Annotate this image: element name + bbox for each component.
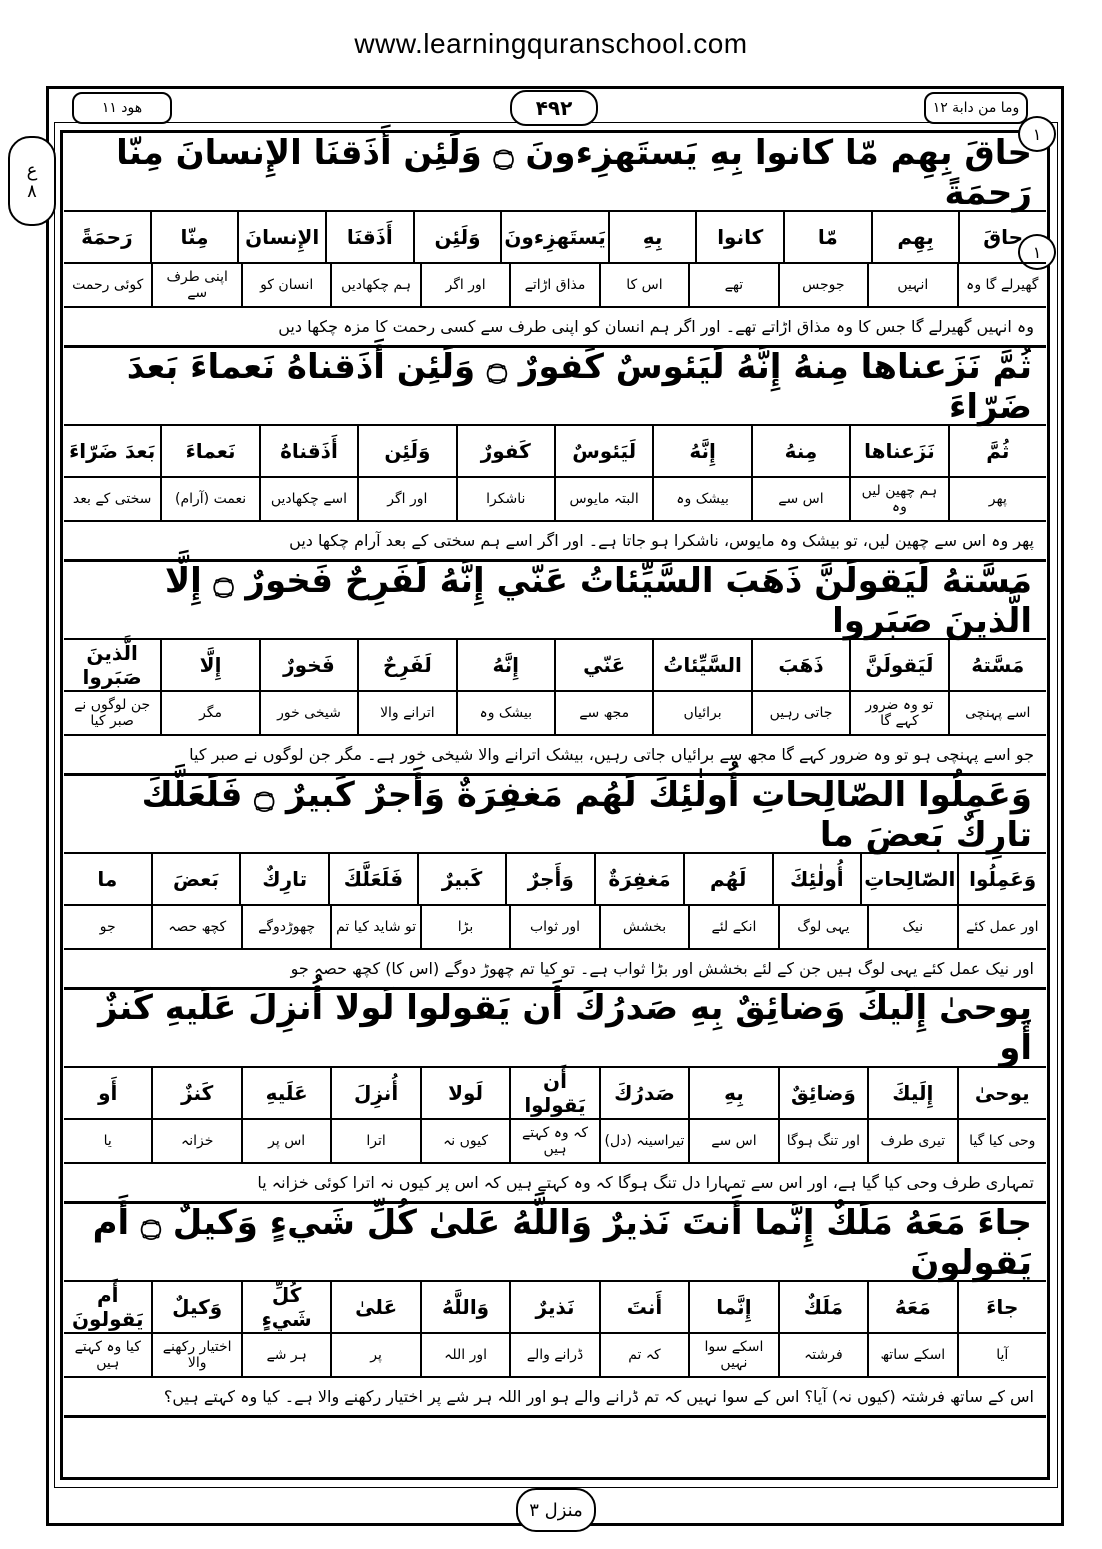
arabic-word: أُنزِلَ [330,1068,419,1118]
arabic-word: لَيَقولَنَّ [849,640,947,690]
arabic-word: أَنتَ [599,1282,688,1332]
word-meaning: ہم چکھادیں [330,264,419,306]
arabic-word: ثُمَّ [948,426,1046,476]
word-row [64,212,1046,264]
meaning-row [64,692,1046,736]
arabic-word: بَعدَ ضَرّاءَ [69,439,156,463]
meaning-row [64,1120,1046,1164]
arabic-word: يَستَهزِءونَ [500,212,607,262]
arabic-word: لَهُم [683,854,772,904]
arabic-word: الصّالِحاتِ [860,854,957,904]
arabic-word: السَّيِّئاتُ [652,640,750,690]
word-meaning: اور عمل کئے [957,906,1046,948]
word-meaning: جاتی رہیں [751,692,849,734]
arabic-word: نَزَعناها [849,426,947,476]
word-meaning: جن لوگوں نے صبر کیا [74,697,151,729]
word-meaning: تھے [688,264,777,306]
word-meaning: تو وہ ضرور کہے گا [849,692,947,734]
word-row [64,854,1046,906]
word-meaning: اسکے ساتھ [867,1334,956,1376]
word-meaning: اور اگر [357,478,455,520]
arabic-word: بِهِم [871,212,959,262]
arabic-word: مّا [783,212,871,262]
word-meaning: تیری طرف [867,1120,956,1162]
arabic-word: رَحمَةً [81,225,133,249]
arabic-word: أَذَقناهُ [259,426,357,476]
translation-line: تمہاری طرف وحی کیا گیا ہے، اور اس سے تمہارا دل تنگ ہوگا کہ وہ کہتے ہیں کہ اس پر کیوں نہ اترا کوئی خزانہ یا [64,1164,1046,1204]
arabic-word: الَّذينَ صَبَروا [82,641,142,689]
arabic-word: مَعَهُ [867,1282,956,1332]
arabic-word: مِنهُ [751,426,849,476]
word-row [64,640,1046,692]
meaning-row [64,906,1046,950]
word-meaning: اس کا [599,264,688,306]
word-meaning: پھر [948,478,1046,520]
word-meaning: نعمت (آرام) [160,478,258,520]
arabic-word: كانوا [695,212,783,262]
meaning-row [64,264,1046,308]
ruku-number: ۸ [27,181,37,202]
arabic-word: بَعضَ [151,854,240,904]
word-meaning: برائیاں [652,692,750,734]
word-meaning: کیوں نہ [420,1120,509,1162]
translation-line: جو اسے پہنچی ہو تو وہ ضرور کہے گا مجھ سے برائیاں جاتی رہیں، بیشک اترانے والا شیخی خور ہے۔ مگر جن لوگوں نے صبر کیا [64,736,1046,776]
word-meaning: تیراسینہ (دل) [599,1120,688,1162]
verse-line: حاقَ بِهِم مّا كانوا بِهِ يَستَهزِءونَ ۝ وَلَئِن أَذَقنَا الإِنسانَ مِنّا رَحمَةً [64,134,1046,212]
arabic-word: أَم يَقولونَ [71,1283,144,1331]
arabic-word: أَو [98,1081,118,1105]
arabic-word: نَعماءَ [160,426,258,476]
arabic-word: نَذيرٌ [509,1282,598,1332]
word-meaning: خزانہ [151,1120,240,1162]
arabic-word: كُلِّ شَيءٍ [241,1282,330,1332]
word-meaning: مگر [160,692,258,734]
arabic-word: كَبيرٌ [417,854,506,904]
word-meaning: ڈرانے والے [509,1334,598,1376]
word-meaning: اترا [330,1120,419,1162]
word-meaning: جو [99,919,116,935]
word-meaning: اسکے سوا نہیں [688,1334,777,1376]
arabic-word: إِنَّهُ [456,640,554,690]
side-mark: ۱ [1018,116,1056,152]
verse-line: وَعَمِلُوا الصّالِحاتِ أُولٰئِكَ لَهُم مَغفِرَةٌ وَأَجرٌ كَبيرٌ ۝ فَلَعَلَّكَ تارِكٌ بَعضَ ما [64,776,1046,854]
word-meaning: کچھ حصہ [151,906,240,948]
word-meaning: بیشک وہ [456,692,554,734]
verse-line: يوحىٰ إِلَيكَ وَضائِقٌ بِهِ صَدرُكَ أَن يَقولوا لَولا أُنزِلَ عَلَيهِ كَنزٌ أَو [64,990,1046,1068]
site-url: www.learningquranschool.com [354,28,748,59]
word-meaning: اپنی طرف سے [151,264,240,306]
arabic-word: إِلَيكَ [867,1068,956,1118]
word-meaning: یا [103,1133,112,1149]
arabic-word: مَسَّتهُ [948,640,1046,690]
word-meaning: وحی کیا گیا [957,1120,1046,1162]
word-meaning: بخشش [599,906,688,948]
word-meaning: اسے پہنچی [948,692,1046,734]
word-meaning: بڑا [420,906,509,948]
word-meaning: کیا وہ کہتے ہیں [74,1339,141,1371]
word-meaning: ہم چھین لیں وہ [849,478,947,520]
page-number: ۴۹۲ [510,90,598,126]
arabic-word: إِنَّما [688,1282,777,1332]
arabic-word: عَلَيهِ [241,1068,330,1118]
arabic-word: بِهِ [608,212,696,262]
arabic-word: وَاللَّهُ [420,1282,509,1332]
meaning-row [64,478,1046,522]
word-meaning: اور تنگ ہوگا [778,1120,867,1162]
word-meaning: پر [330,1334,419,1376]
arabic-word: وَكيلٌ [151,1282,240,1332]
translation-line: اور نیک عمل کئے یہی لوگ ہیں جن کے لئے بخشش اور بڑا ثواب ہے۔ تو کیا تم چھوڑ دوگے (اس کا) کچھ حصہ جو [64,950,1046,990]
arabic-word: أُولٰئِكَ [772,854,861,904]
word-meaning: آیا [957,1334,1046,1376]
verse-line: مَسَّتهُ لَيَقولَنَّ ذَهَبَ السَّيِّئاتُ عَنّي إِنَّهُ لَفَرِحٌ فَخورٌ ۝ إِلَّا الَّذينَ صَبَروا [64,562,1046,640]
arabic-word: وَلَئِن [357,426,455,476]
arabic-word: مَلَكٌ [778,1282,867,1332]
surah-label: هود ۱۱ [72,92,172,124]
ruku-symbol: ع [26,160,38,181]
arabic-word: كَنزٌ [151,1068,240,1118]
arabic-word: حاقَ [958,212,1046,262]
arabic-word: وَعَمِلُوا [957,854,1046,904]
word-meaning: سختی کے بعد [72,491,152,507]
word-meaning: کہ وہ کہتے ہیں [509,1120,598,1162]
arabic-word: كَفورٌ [456,426,554,476]
word-row [64,1068,1046,1120]
word-meaning: ناشکرا [456,478,554,520]
word-meaning: اس سے [751,478,849,520]
arabic-word: لَيَئوسٌ [554,426,652,476]
word-meaning: اسے چکھادیں [259,478,357,520]
arabic-word: أَذَقنَا [325,212,413,262]
arabic-word: عَنّي [554,640,652,690]
meaning-row [64,1334,1046,1378]
word-meaning: مذاق اڑاتے [509,264,598,306]
juz-label: وما من دابة ۱۲ [924,92,1028,124]
arabic-word: لَولا [420,1068,509,1118]
word-meaning: تو شاید کیا تم [330,906,419,948]
translation-line: پھر وہ اس سے چھین لیں، تو بیشک وہ مایوس، ناشکرا ہو جاتا ہے۔ اور اگر اسے ہم سختی کے بعد آرام چکھا دیں [64,522,1046,562]
word-meaning: اختیار رکھنے والا [151,1334,240,1376]
word-meaning: جوجس [778,264,867,306]
word-meaning: گھیرلے گا وہ [957,264,1046,306]
word-meaning: اس پر [241,1120,330,1162]
word-meaning: انسان کو [241,264,330,306]
arabic-word: مِنّا [150,212,238,262]
word-meaning: کہ تم [599,1334,688,1376]
arabic-word: عَلىٰ [330,1282,419,1332]
side-mark: ۱ [1018,234,1056,270]
arabic-word: مَغفِرَةٌ [594,854,683,904]
word-meaning: انہیں [867,264,956,306]
arabic-word: لَفَرِحٌ [357,640,455,690]
word-meaning: اترانے والا [357,692,455,734]
word-meaning: اور ثواب [509,906,598,948]
manzil-label: منزل ۳ [516,1488,596,1532]
arabic-word: تارِكٌ [239,854,328,904]
word-meaning: اس سے [688,1120,777,1162]
word-meaning: مجھ سے [554,692,652,734]
word-meaning: اور اللہ [420,1334,509,1376]
word-meaning: البتہ مایوس [554,478,652,520]
arabic-word: بِهِ [688,1068,777,1118]
arabic-word: وَلَئِن [413,212,501,262]
translation-line: وہ انہیں گھیرلے گا جس کا وہ مذاق اڑاتے تھے۔ اور اگر ہم انسان کو اپنی طرف سے کسی رحمت کا مزہ چکھا دیں [64,308,1046,348]
verse-line: ثُمَّ نَزَعناها مِنهُ إِنَّهُ لَيَئوسٌ كَفورٌ ۝ وَلَئِن أَذَقناهُ نَعماءَ بَعدَ ضَرّاءَ [64,348,1046,426]
translation-line: اس کے ساتھ فرشتہ (کیوں نہ) آیا؟ اس کے سوا نہیں کہ تم ڈرانے والے ہو اور اللہ ہر شے پر اختیار رکھنے والا ہے۔ کیا وہ کہتے ہیں؟ [64,1378,1046,1418]
word-meaning: ہر شے [241,1334,330,1376]
ruku-marker [8,136,56,226]
word-meaning: انکے لئے [688,906,777,948]
word-meaning: اور اگر [420,264,509,306]
arabic-word: أَن يَقولوا [509,1068,598,1118]
word-meaning: چھوڑدوگے [241,906,330,948]
arabic-word: الإِنسانَ [237,212,325,262]
arabic-word: جاءَ [957,1282,1046,1332]
arabic-word: يوحىٰ [957,1068,1046,1118]
arabic-word: وَأَجرٌ [505,854,594,904]
verse-content [64,134,1046,1418]
word-row [64,426,1046,478]
word-meaning: کوئی رحمت [72,277,144,293]
verse-line: جاءَ مَعَهُ مَلَكٌ إِنَّما أَنتَ نَذيرٌ وَاللَّهُ عَلىٰ كُلِّ شَيءٍ وَكيلٌ ۝ أَم يَقولونَ [64,1204,1046,1282]
word-meaning: فرشتہ [778,1334,867,1376]
word-row [64,1282,1046,1334]
word-meaning: نیک [867,906,956,948]
arabic-word: صَدرُكَ [599,1068,688,1118]
arabic-word: ما [97,867,118,891]
word-meaning: بیشک وہ [652,478,750,520]
arabic-word: فَخورٌ [259,640,357,690]
word-meaning: شیخی خور [259,692,357,734]
word-meaning: یہی لوگ [778,906,867,948]
arabic-word: وَضائِقٌ [778,1068,867,1118]
arabic-word: إِلَّا [160,640,258,690]
arabic-word: فَلَعَلَّكَ [328,854,417,904]
arabic-word: ذَهَبَ [751,640,849,690]
arabic-word: إِنَّهُ [652,426,750,476]
